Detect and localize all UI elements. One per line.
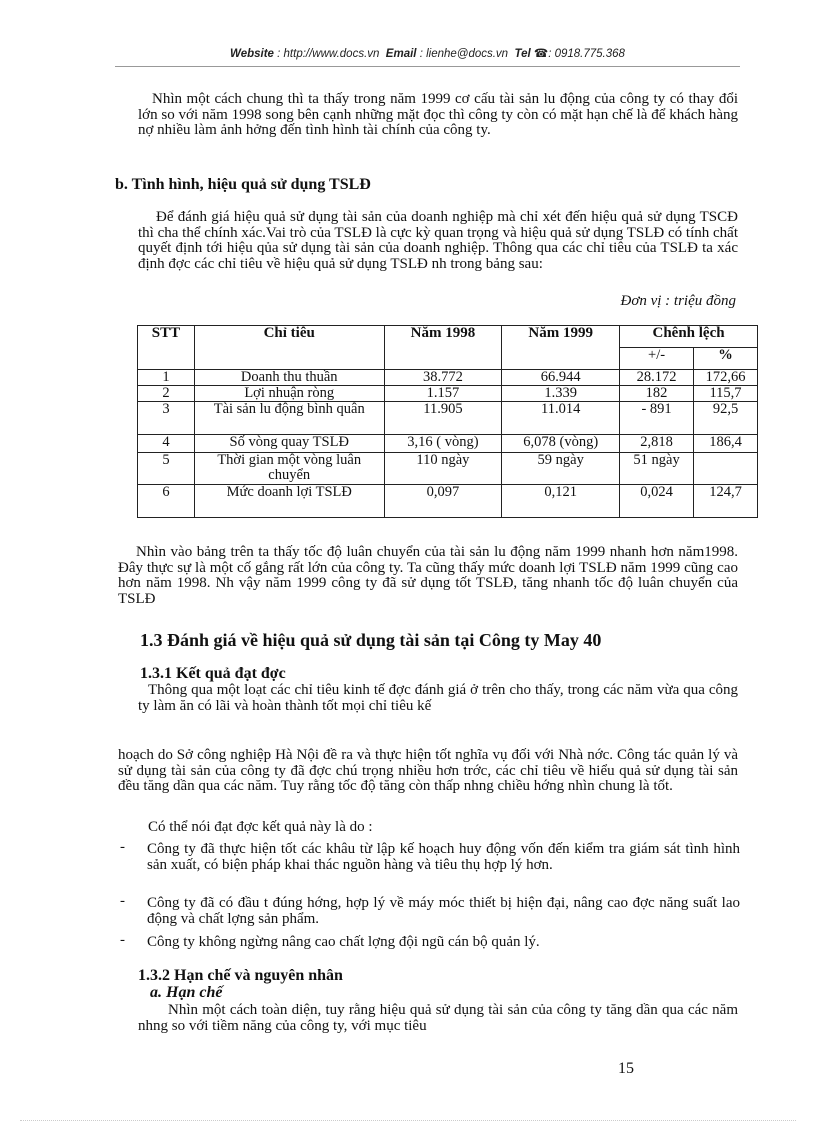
section-1-3-1-paragraph-2: hoạch do Sở công nghiệp Hà Nội đề ra và thực hiện tốt nghĩa vụ đối với Nhà nớc. Công tác quản lý và sử dụng tài sản của công ty đã đợc chú trọng nhiều hơn trớc, các chỉ tiêu về hiểu quả sử dụng tài sản đều tăng dần qua các năm. Tuy rằng tốc độ tăng còn thấp nhng chiều hớng nhìn chung là tốt. xyxy=(118,747,738,794)
cell-1998: 0,097 xyxy=(384,485,502,518)
col-header-diff: Chênh lệch xyxy=(620,326,758,348)
cell-1999: 1.339 xyxy=(502,386,620,402)
cell-stt: 2 xyxy=(138,386,195,402)
section-1-3-heading: 1.3 Đánh giá về hiệu quả sử dụng tài sản tại Công ty May 40 xyxy=(140,630,602,650)
bullet-text: Công ty đã thực hiện tốt các khâu từ lập kế hoạch huy động vốn đến kiểm tra giám sát tình hình sản xuất, có biện pháp khai thác nguồn hàng và tiêu thụ hợp lý hơn. xyxy=(147,841,740,873)
col-header-stt: STT xyxy=(138,326,195,370)
cell-indicator: Số vòng quay TSLĐ xyxy=(194,435,384,453)
table-row xyxy=(138,402,758,435)
cell-1998: 3,16 ( vòng) xyxy=(384,435,502,453)
section-1-3-1-paragraph-1: Thông qua một loạt các chỉ tiêu kinh tế đợc đánh giá ở trên cho thấy, trong các năm vừa qua công ty làm ăn có lãi và hoàn thành tốt mọi chỉ tiêu kế xyxy=(138,682,738,714)
cell-abs: 2,818 xyxy=(620,435,694,453)
table-header-row xyxy=(138,326,758,348)
cell-1999: 66.944 xyxy=(502,370,620,386)
cell-1999: 59 ngày xyxy=(502,453,620,485)
tel-label: Tel xyxy=(514,48,531,60)
cell-indicator: Mức doanh lợi TSLĐ xyxy=(194,485,384,518)
cell-stt: 4 xyxy=(138,435,195,453)
cell-stt: 5 xyxy=(138,453,195,485)
tsld-indicators-table xyxy=(137,325,758,518)
section-1-3-1-lead: Có thể nói đạt đợc kết quả này là do : xyxy=(148,819,373,835)
cell-pct xyxy=(694,453,758,485)
cell-pct: 186,4 xyxy=(694,435,758,453)
cell-pct: 172,66 xyxy=(694,370,758,386)
cell-stt: 3 xyxy=(138,402,195,435)
table-row xyxy=(138,370,758,386)
cell-indicator: Lợi nhuận ròng xyxy=(194,386,384,402)
bullet-dash: - xyxy=(120,839,125,855)
col-header-diff-pct: % xyxy=(694,348,758,370)
page-number: 15 xyxy=(618,1060,634,1077)
bullet-dash: - xyxy=(120,932,125,948)
cell-pct: 115,7 xyxy=(694,386,758,402)
list-item xyxy=(120,932,740,951)
cell-1999: 6,078 (vòng) xyxy=(502,435,620,453)
table-row xyxy=(138,453,758,485)
cell-indicator: Doanh thu thuần xyxy=(194,370,384,386)
cell-abs: 28.172 xyxy=(620,370,694,386)
page-bottom-border xyxy=(20,1120,796,1121)
col-header-diff-abs: +/- xyxy=(620,348,694,370)
unit-label: Đơn vị : triệu đồng xyxy=(620,293,736,309)
after-table-paragraph: Nhìn vào bảng trên ta thấy tốc độ luân chuyển của tài sản lu động năm 1999 nhanh hơn năm1998. Đây thực sự là một cố gắng rất lớn của công ty. Ta cũng thấy mức doanh lợi TSLĐ năm 1999 cũng cao hơn năm 1998. Nh vậy năm 1999 công ty đã sử dụng tốt TSLĐ, tăng nhanh tốc độ luân chuyển của TSLĐ xyxy=(118,544,738,607)
intro-paragraph: Nhìn một cách chung thì ta thấy trong năm 1999 cơ cấu tài sản lu động của công ty có thay đổi lớn so với năm 1998 song bên cạnh những mặt đọc thì công ty còn có mặt hạn chế là để khách hàng nợ nhiều làm ảnh hởng đến tình hình tài chính của công ty. xyxy=(138,91,738,138)
table-row xyxy=(138,435,758,453)
cell-indicator: Thời gian một vòng luân chuyển xyxy=(194,453,384,485)
website-value: : http://www.docs.vn xyxy=(277,48,380,60)
section-b-heading: b. Tình hình, hiệu quả sử dụng TSLĐ xyxy=(115,176,371,193)
bullet-text: Công ty không ngừng nâng cao chất lợng đội ngũ cán bộ quản lý. xyxy=(147,934,540,950)
section-a-paragraph: Nhìn một cách toàn diện, tuy rằng hiệu quả sử dụng tài sản của công ty tăng dần qua các năm nhng so với tiềm năng của công ty, với mục tiêu xyxy=(138,1002,738,1034)
bullet-dash: - xyxy=(120,893,125,909)
cell-abs: 182 xyxy=(620,386,694,402)
section-a-heading: a. Hạn chế xyxy=(150,984,223,1001)
cell-stt: 1 xyxy=(138,370,195,386)
col-header-1999: Năm 1999 xyxy=(502,326,620,370)
col-header-indicator: Chỉ tiêu xyxy=(194,326,384,370)
header-divider xyxy=(115,66,740,67)
cell-abs: 0,024 xyxy=(620,485,694,518)
section-1-3-1-heading: 1.3.1 Kết quả đạt đợc xyxy=(140,665,286,682)
tel-value: : 0918.775.368 xyxy=(548,48,625,60)
list-item xyxy=(120,839,740,873)
email-value: : lienhe@docs.vn xyxy=(419,48,509,60)
cell-1999: 0,121 xyxy=(502,485,620,518)
bullet-text: Công ty đã có đầu t đúng hớng, hợp lý về máy móc thiết bị hiện đại, nâng cao đợc năng suất lao động và chất lợng sản phẩm. xyxy=(147,895,740,927)
cell-pct: 92,5 xyxy=(694,402,758,435)
section-b-paragraph: Để đánh giá hiệu quả sử dụng tài sản của doanh nghiệp mà chỉ xét đến hiệu quả sử dụng TSCĐ thì cha thể chính xác.Vai trò của TSLĐ là cực kỳ quan trọng và hiệu quả sử dụng TSLĐ có tính chất quyết định tới hiệu qủa sử dụng tài sản của doanh nghiệp. Thông qua các chỉ tiêu của TSLĐ ta xác định đợc các chỉ tiêu về hiệu quả sử dụng TSLĐ nh trong bảng sau: xyxy=(138,209,738,272)
cell-indicator: Tài sản lu động bình quân xyxy=(194,402,384,435)
list-item xyxy=(120,893,740,927)
email-label: Email xyxy=(385,48,417,60)
cell-stt: 6 xyxy=(138,485,195,518)
cell-1998: 38.772 xyxy=(384,370,502,386)
page-header xyxy=(115,46,740,60)
cell-abs: 51 ngày xyxy=(620,453,694,485)
phone-icon: ☎ xyxy=(533,48,549,60)
cell-1998: 1.157 xyxy=(384,386,502,402)
cell-1998: 110 ngày xyxy=(384,453,502,485)
table-row xyxy=(138,386,758,402)
cell-1998: 11.905 xyxy=(384,402,502,435)
section-1-3-2-heading: 1.3.2 Hạn chế và nguyên nhân xyxy=(138,967,343,984)
col-header-1998: Năm 1998 xyxy=(384,326,502,370)
website-label: Website xyxy=(230,48,274,60)
cell-1999: 11.014 xyxy=(502,402,620,435)
table-row xyxy=(138,485,758,518)
cell-abs: - 891 xyxy=(620,402,694,435)
cell-pct: 124,7 xyxy=(694,485,758,518)
